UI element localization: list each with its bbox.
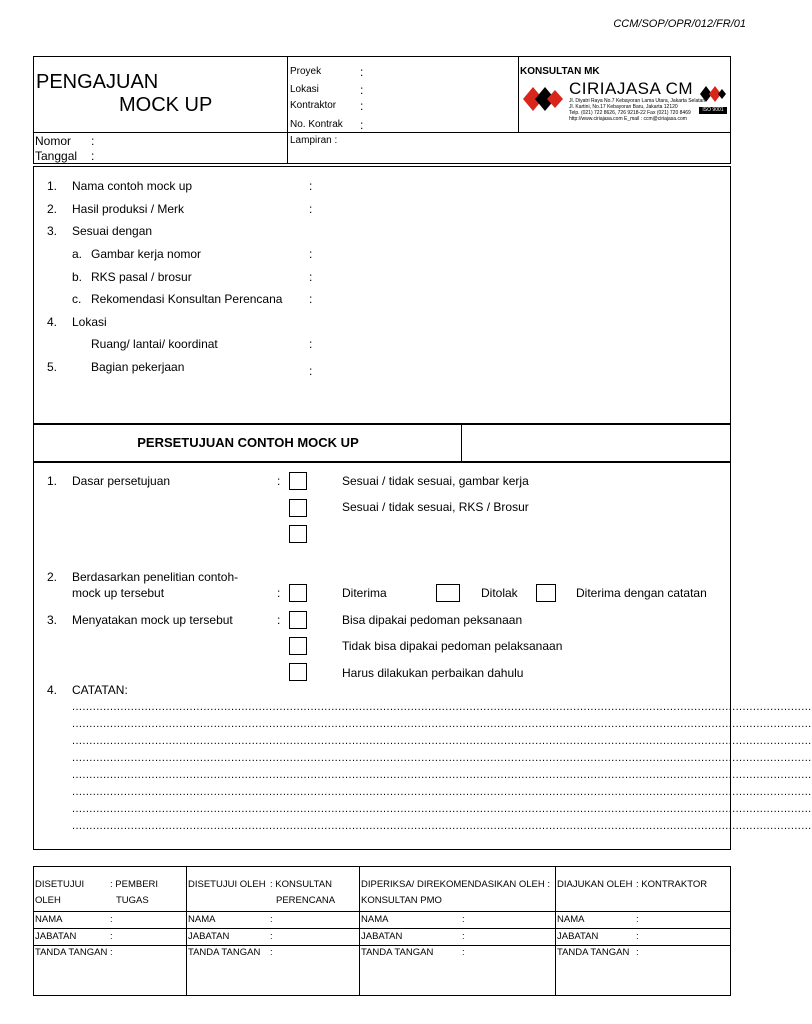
option-diterima: Diterima — [342, 586, 387, 600]
catatan-line[interactable]: ...................................................................................................................................................................................................................... — [72, 786, 812, 798]
item-3b-num: b. — [72, 270, 83, 284]
checkbox-sesuai-gambar-kerja[interactable] — [289, 472, 307, 490]
sig-tanda-sep: : — [110, 947, 113, 958]
q3-sep: : — [277, 613, 281, 627]
q2-label-line1: Berdasarkan penelitian contoh- — [72, 570, 239, 584]
sig-col2-head-a1: DISETUJUI OLEH — [188, 879, 266, 890]
checkbox-sesuai-rks-brosur[interactable] — [289, 499, 307, 517]
sig-tanda-sep: : — [636, 947, 639, 958]
catatan-line[interactable]: ...................................................................................................................................................................................................................... — [72, 701, 812, 713]
project-sep: : — [360, 65, 364, 79]
sig-col1-head-b1: : PEMBERI — [110, 879, 159, 890]
iso-badge: ISO 9001 — [699, 107, 727, 114]
sig-nama-label: NAMA — [188, 914, 216, 925]
sig-col1-head-a1: DISETUJUI — [35, 879, 85, 890]
company-name: CIRIAJASA CM — [569, 79, 694, 98]
catatan-line[interactable]: ...................................................................................................................................................................................................................... — [72, 803, 812, 815]
q1-label: Dasar persetujuan — [72, 474, 171, 488]
item-3b-label: RKS pasal / brosur — [91, 270, 192, 284]
q3-label: Menyatakan mock up tersebut — [72, 613, 233, 627]
sig-tanda-sep: : — [270, 947, 273, 958]
sig-col3-head-a2: KONSULTAN PMO — [361, 895, 442, 906]
item-3c-label: Rekomendasi Konsultan Perencana — [91, 292, 283, 306]
sig-tanda-label: TANDA TANGAN — [35, 947, 108, 958]
lampiran-label: Lampiran : — [290, 135, 338, 146]
item-3c-num: c. — [72, 292, 82, 306]
sig-tanda-label: TANDA TANGAN — [557, 947, 630, 958]
q1-sep: : — [277, 474, 281, 488]
sig-col1-head-b2: TUGAS — [116, 895, 149, 906]
item-3a-num: a. — [72, 247, 83, 261]
item-5-sep: : — [309, 364, 313, 378]
option-bisa-dipakai: Bisa dipakai pedoman peksanaan — [342, 613, 523, 627]
ciriajasa-logo-icon — [521, 81, 565, 117]
q4-num: 4. — [47, 683, 58, 697]
project-label: Proyek — [290, 66, 322, 77]
option-diterima-dengan-catatan: Diterima dengan catatan — [576, 586, 707, 600]
q4-label: CATATAN: — [72, 683, 128, 697]
sig-nama-sep: : — [270, 914, 273, 925]
q1-num: 1. — [47, 474, 58, 488]
catatan-line[interactable]: ...................................................................................................................................................................................................................... — [72, 735, 812, 747]
contract-number-label: No. Kontrak — [290, 119, 343, 130]
contractor-label: Kontraktor — [290, 100, 337, 111]
nomor-label: Nomor — [35, 134, 72, 148]
q2-sep: : — [277, 586, 281, 600]
sig-jabatan-label: JABATAN — [361, 931, 403, 942]
iso-logo-icon — [699, 83, 727, 107]
item-4-label: Lokasi — [72, 315, 107, 329]
checkbox-harus-perbaikan[interactable] — [289, 663, 307, 681]
sig-col4-head-a1: DIAJUKAN OLEH — [557, 879, 633, 890]
tanggal-label: Tanggal — [35, 149, 78, 163]
catatan-line[interactable]: ...................................................................................................................................................................................................................... — [72, 769, 812, 781]
item-3a-label: Gambar kerja nomor — [91, 247, 202, 261]
sig-jabatan-sep: : — [636, 931, 639, 942]
checkbox-dasar-lainnya[interactable] — [289, 525, 307, 543]
sig-nama-sep: : — [636, 914, 639, 925]
sig-tanda-label: TANDA TANGAN — [361, 947, 434, 958]
company-phone: Telp. (021) 722 8626, 726 9218-22 Fax (021) 720 8469 — [569, 110, 691, 116]
option-harus-perbaikan: Harus dilakukan perbaikan dahulu — [342, 666, 524, 680]
sig-col1-head-a2: OLEH — [35, 895, 61, 906]
item-2-label: Hasil produksi / Merk — [72, 202, 185, 216]
q3-num: 3. — [47, 613, 58, 627]
sig-jabatan-sep: : — [110, 931, 113, 942]
item-3-label: Sesuai dengan — [72, 224, 153, 238]
item-5-num: 5. — [47, 360, 58, 374]
catatan-line[interactable]: ...................................................................................................................................................................................................................... — [72, 752, 812, 764]
q2-num: 2. — [47, 570, 58, 584]
company-web: http://www.ciriajasa.com E_mail : ccm@ciriajasa.com — [569, 116, 687, 122]
approval-heading: PERSETUJUAN CONTOH MOCK UP — [137, 435, 359, 450]
sig-col3-head-a1: DIPERIKSA/ DIREKOMENDASIKAN OLEH : — [361, 879, 550, 890]
q2-label-line2: mock up tersebut — [72, 586, 165, 600]
sig-jabatan-label: JABATAN — [35, 931, 77, 942]
form-title-line2: MOCK UP — [119, 94, 213, 116]
contractor-sep: : — [360, 99, 364, 113]
form-title-line1: PENGAJUAN — [36, 71, 159, 93]
nomor-sep: : — [91, 134, 95, 148]
item-5-label: Bagian pekerjaan — [91, 360, 185, 374]
item-1-num: 1. — [47, 179, 58, 193]
option-tidak-bisa-dipakai: Tidak bisa dipakai pedoman pelaksanaan — [342, 639, 563, 653]
item-1-label: Nama contoh mock up — [72, 179, 193, 193]
sig-tanda-label: TANDA TANGAN — [188, 947, 261, 958]
sig-jabatan-sep: : — [462, 931, 465, 942]
catatan-line[interactable]: ...................................................................................................................................................................................................................... — [72, 718, 812, 730]
sig-jabatan-label: JABATAN — [188, 931, 230, 942]
sig-jabatan-sep: : — [270, 931, 273, 942]
checkbox-tidak-bisa-dipakai[interactable] — [289, 637, 307, 655]
tanggal-sep: : — [91, 149, 95, 163]
contract-number-sep: : — [360, 118, 364, 132]
location-sep: : — [360, 83, 364, 97]
sig-col4-head-b1: : KONTRAKTOR — [636, 879, 708, 890]
sig-col2-head-b2: PERENCANA — [276, 895, 336, 906]
item-3a-sep: : — [309, 247, 313, 261]
option-sesuai-gambar-kerja: Sesuai / tidak sesuai, gambar kerja — [342, 474, 529, 488]
item-2-sep: : — [309, 202, 313, 216]
sig-tanda-sep: : — [462, 947, 465, 958]
sig-nama-label: NAMA — [557, 914, 585, 925]
item-4-num: 4. — [47, 315, 58, 329]
checkbox-diterima[interactable] — [289, 584, 307, 602]
company-address-line2: Jl. Kartini, No.17 Kebayoran Baru, Jakarta 12120 — [569, 104, 678, 110]
checkbox-ditolak[interactable] — [436, 584, 460, 602]
konsultan-label: KONSULTAN MK — [520, 66, 600, 77]
item-3b-sep: : — [309, 270, 313, 284]
item-2-num: 2. — [47, 202, 58, 216]
checkbox-diterima-dengan-catatan[interactable] — [536, 584, 556, 602]
document-code: CCM/SOP/OPR/012/FR/01 — [613, 18, 746, 30]
sig-nama-label: NAMA — [361, 914, 389, 925]
item-1-sep: : — [309, 179, 313, 193]
item-4-sub-label: Ruang/ lantai/ koordinat — [91, 337, 218, 351]
location-label: Lokasi — [290, 84, 319, 95]
item-3c-sep: : — [309, 292, 313, 306]
option-sesuai-rks-brosur: Sesuai / tidak sesuai, RKS / Brosur — [342, 500, 529, 514]
item-4-sub-sep: : — [309, 337, 313, 351]
sig-nama-sep: : — [462, 914, 465, 925]
sig-col2-head-b1: : KONSULTAN — [270, 879, 332, 890]
sig-nama-sep: : — [110, 914, 113, 925]
company-address-line1: Jl. Diyatri Raya No.7 Kebayoran Lama Utara, Jakarta Selatan — [569, 98, 706, 104]
sig-nama-label: NAMA — [35, 914, 63, 925]
catatan-line[interactable]: ...................................................................................................................................................................................................................... — [72, 820, 812, 832]
checkbox-bisa-dipakai[interactable] — [289, 611, 307, 629]
option-ditolak: Ditolak — [481, 586, 518, 600]
sig-jabatan-label: JABATAN — [557, 931, 599, 942]
item-3-num: 3. — [47, 224, 58, 238]
